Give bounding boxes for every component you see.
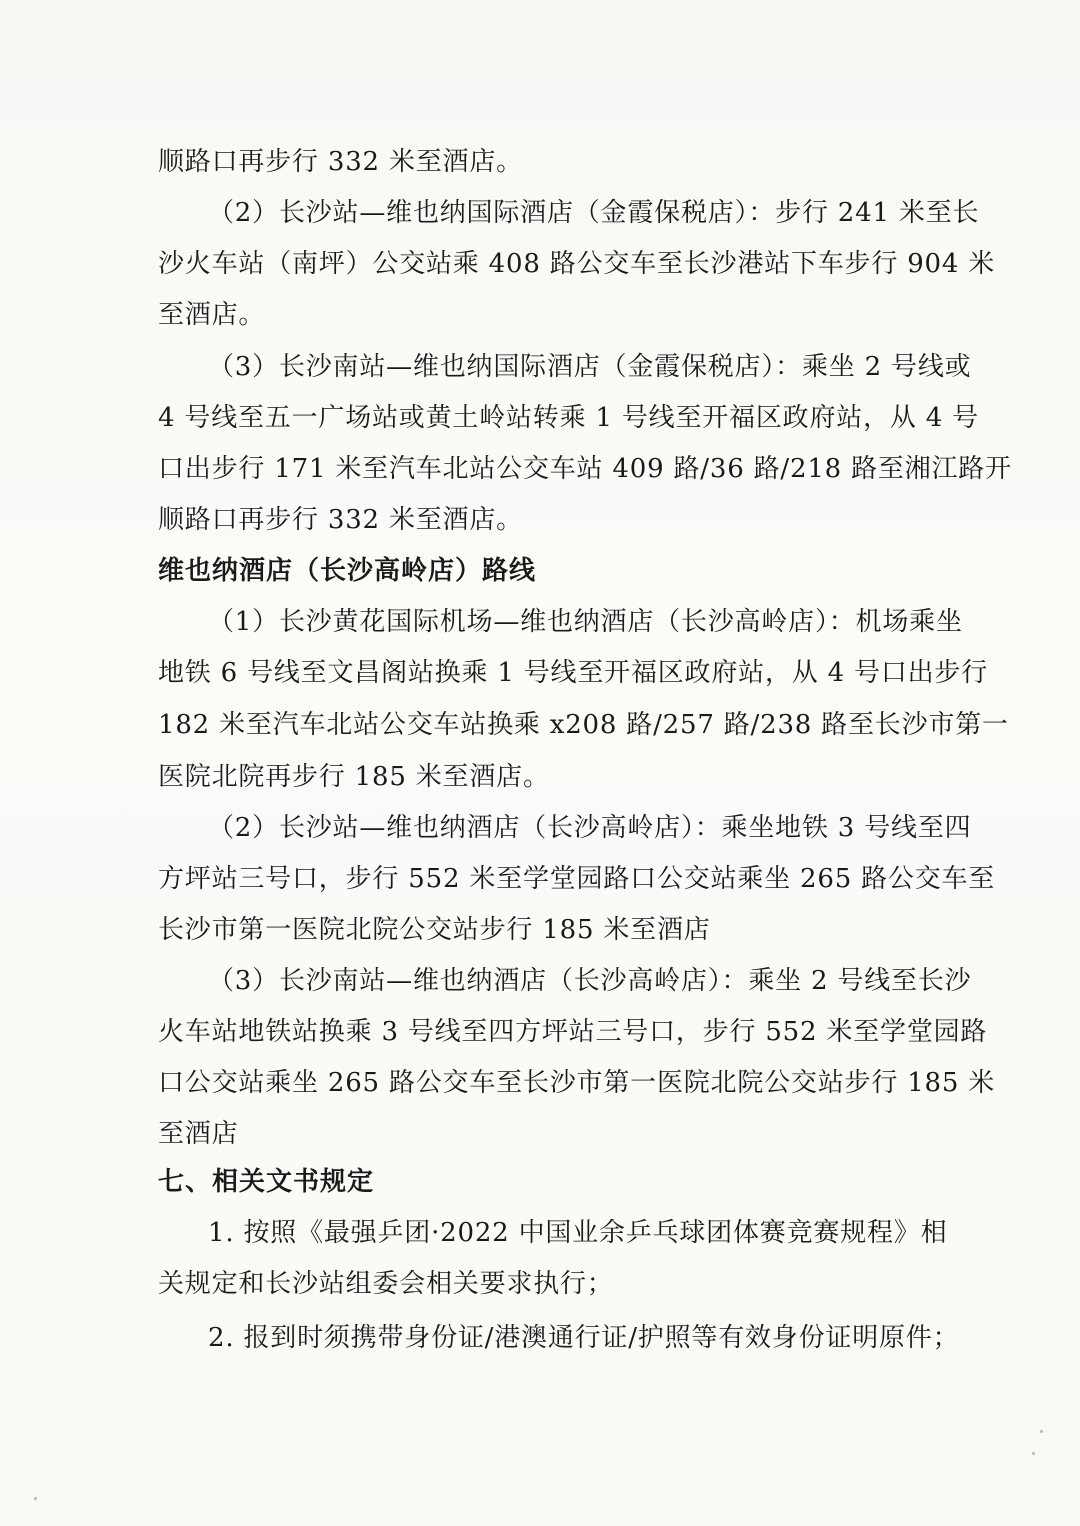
text-line: （2）长沙站—维也纳国际酒店（金霞保税店）：步行 241 米至长 [208,198,980,228]
text-line: 医院北院再步行 185 米至酒店。 [158,762,550,792]
text-line: 4 号线至五一广场站或黄土岭站转乘 1 号线至开福区政府站，从 4 号 [158,403,979,433]
text-line: （2）长沙站—维也纳酒店（长沙高岭店）：乘坐地铁 3 号线至四 [208,813,972,843]
text-line: 顺路口再步行 332 米至酒店。 [158,147,523,177]
text-line: （3）长沙南站—维也纳国际酒店（金霞保税店）：乘坐 2 号线或 [208,352,972,382]
text-line: 地铁 6 号线至文昌阁站换乘 1 号线至开福区政府站，从 4 号口出步行 [158,658,989,688]
text-line: 至酒店。 [158,300,266,330]
text-line: 火车站地铁站换乘 3 号线至四方坪站三号口，步行 552 米至学堂园路 [158,1017,988,1047]
scan-speck [1040,1430,1043,1433]
text-line: 沙火车站（南坪）公交站乘 408 路公交车至长沙港站下车步行 904 米 [158,249,996,279]
scan-speck [34,1497,37,1500]
text-line: 口出步行 171 米至汽车北站公交车站 409 路/36 路/218 路至湘江路开 [158,454,1012,484]
text-line: 口公交站乘坐 265 路公交车至长沙市第一医院北院公交站步行 185 米 [158,1068,996,1098]
text-line: 方坪站三号口，步行 552 米至学堂园路口公交站乘坐 265 路公交车至 [158,864,996,894]
text-line: 至酒店 [158,1119,239,1149]
text-line: （3）长沙南站—维也纳酒店（长沙高岭店）：乘坐 2 号线至长沙 [208,966,972,996]
section-heading: 维也纳酒店（长沙高岭店）路线 [158,556,537,586]
text-line: 2. 报到时须携带身份证/港澳通行证/护照等有效身份证明原件； [208,1323,960,1353]
scan-speck [1032,1452,1035,1455]
text-line: 顺路口再步行 332 米至酒店。 [158,505,523,535]
section-heading: 七、相关文书规定 [158,1167,375,1197]
text-line: 长沙市第一医院北院公交站步行 185 米至酒店 [158,915,711,945]
text-line: 1. 按照《最强乒团·2022 中国业余乒乓球团体赛竞赛规程》相 [208,1218,948,1248]
text-line: 182 米至汽车北站公交车站换乘 x208 路/257 路/238 路至长沙市第一 [158,710,1009,740]
text-line: （1）长沙黄花国际机场—维也纳酒店（长沙高岭店）：机场乘坐 [208,607,963,637]
text-line: 关规定和长沙站组委会相关要求执行； [158,1269,614,1299]
